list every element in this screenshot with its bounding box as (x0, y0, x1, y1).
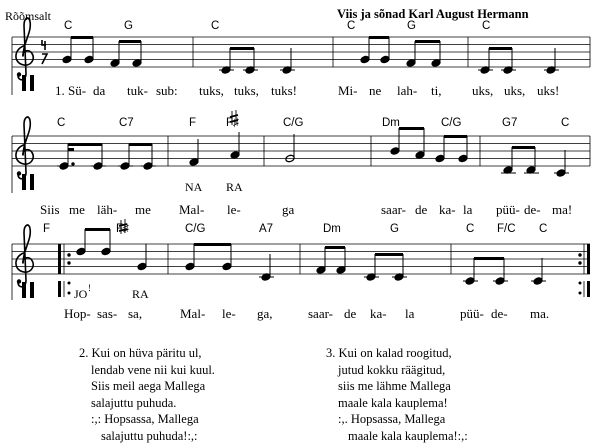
chord-symbol: F♯ (116, 223, 129, 235)
lyric-syllable: ne (369, 83, 382, 98)
verse-line: Siis meil aega Mallega (91, 379, 206, 393)
chord-symbol: G (390, 223, 399, 235)
chord-symbol: C (539, 223, 548, 235)
lyric-syllable: 1. Sü- (55, 83, 87, 98)
lyric-syllable: püü- (496, 202, 520, 217)
lyric-syllable: tuk- (127, 83, 148, 98)
lyric-syllable: tuks, (234, 83, 259, 98)
lyric-syllable: ti, (431, 83, 442, 98)
verse-line: salajuttu puhuda. (91, 395, 177, 410)
orff-word: JO (74, 287, 88, 301)
lyric-syllable: ga, (257, 306, 273, 321)
chord-symbol: F♯ (226, 117, 239, 129)
repeat-end (578, 244, 590, 297)
verse-line: jutud kokku räägitud, (338, 362, 446, 377)
lyric-syllable: ga (282, 202, 295, 217)
lyric-syllable: le- (222, 306, 236, 321)
lyric-syllable: lah- (397, 83, 418, 98)
verse-line: maale kala kauplema! (338, 395, 448, 410)
verse-line: lendab vene nii kui kuul. (91, 362, 215, 377)
repeat-start-lower (58, 281, 71, 297)
chord-symbol: G (124, 20, 133, 32)
lyric-syllable: de (415, 202, 428, 217)
chord-symbol: Dm (382, 117, 400, 129)
verse-line: siis me lähme Mallega (338, 379, 451, 393)
chord-symbol: F (189, 117, 197, 129)
chord-symbol: C (466, 223, 475, 235)
verse-line: 3. Kui on kalad roogitud, (326, 346, 452, 360)
chord-symbol: Dm (323, 223, 341, 235)
lyric-syllable: Mal- (179, 202, 205, 217)
chord-symbol: C (561, 117, 570, 129)
chord-symbol: C/G (283, 117, 304, 129)
lyric-syllable: ka- (439, 202, 456, 217)
chord-symbol: G (407, 20, 416, 32)
lyric-syllable: tuks! (271, 83, 297, 98)
lyric-syllable: ma! (552, 202, 573, 217)
lyric-syllable: da (93, 83, 106, 98)
chord-symbol: F (43, 223, 51, 235)
chord-symbol: C/G (441, 117, 462, 129)
lyric-syllable: Siis (40, 202, 60, 217)
lyric-syllable: saar- (308, 306, 333, 321)
lyric-syllable: sas- (97, 306, 118, 321)
lyric-syllable: uks, (504, 83, 526, 98)
lyric-syllable: la (405, 306, 415, 321)
verse-3 (326, 345, 468, 444)
chord-symbol: C (482, 20, 491, 32)
lyric-syllable: Hop- (64, 306, 91, 321)
verse-line: 2. Kui on hüva päritu ul, (79, 346, 202, 360)
lyric-syllable: uks, (472, 83, 494, 98)
verse-2 (79, 345, 215, 444)
orff-word: RA (132, 287, 149, 301)
lyric-syllable: me (69, 202, 85, 217)
chord-symbol: C/G (185, 223, 206, 235)
lyric-syllable: saar- (381, 202, 406, 217)
lyric-syllable: Mal- (180, 306, 206, 321)
lyric-syllable: de- (491, 306, 508, 321)
lyric-syllable: sub: (156, 83, 178, 98)
orff-word: NA (185, 180, 203, 194)
verse-line: :,. Hopsassa, Mallega (338, 412, 446, 426)
chord-symbol: A7 (259, 223, 274, 235)
lyric-syllable: püü- (460, 306, 484, 321)
chord-symbol: C (57, 117, 66, 129)
chord-symbol: F/C (497, 223, 516, 235)
orff-word: RA (226, 180, 243, 194)
tempo-marking: Rõõmsalt (5, 9, 52, 23)
lyric-syllable: me (135, 202, 151, 217)
lyric-syllable: de- (524, 202, 541, 217)
lyric-syllable: le- (227, 202, 241, 217)
lyric-syllable: sa, (128, 306, 143, 321)
lyric-syllable: ma. (530, 306, 550, 321)
lyric-syllable: ka- (370, 306, 387, 321)
lyric-syllable: uks! (537, 83, 560, 98)
chord-symbol: C (211, 20, 220, 32)
verse-line: salajuttu puhuda!:,: (101, 428, 198, 443)
lyric-syllable: läh- (97, 202, 118, 217)
lyric-syllable: tuks, (199, 83, 224, 98)
chord-symbol: C (64, 20, 73, 32)
lyric-syllable: Mi- (338, 83, 358, 98)
orff-superscript: ! (88, 283, 91, 293)
lyric-syllable: la (463, 202, 473, 217)
chord-symbol: C7 (119, 117, 134, 129)
chord-symbol: G7 (502, 117, 518, 129)
lyric-syllable: de (344, 306, 357, 321)
verse-line: maale kala kauplema!:,: (348, 428, 468, 443)
credit-line: Viis ja sõnad Karl August Hermann (337, 7, 529, 21)
chord-symbol: C (347, 20, 356, 32)
verse-line: :,: Hopsassa, Mallega (91, 412, 199, 426)
